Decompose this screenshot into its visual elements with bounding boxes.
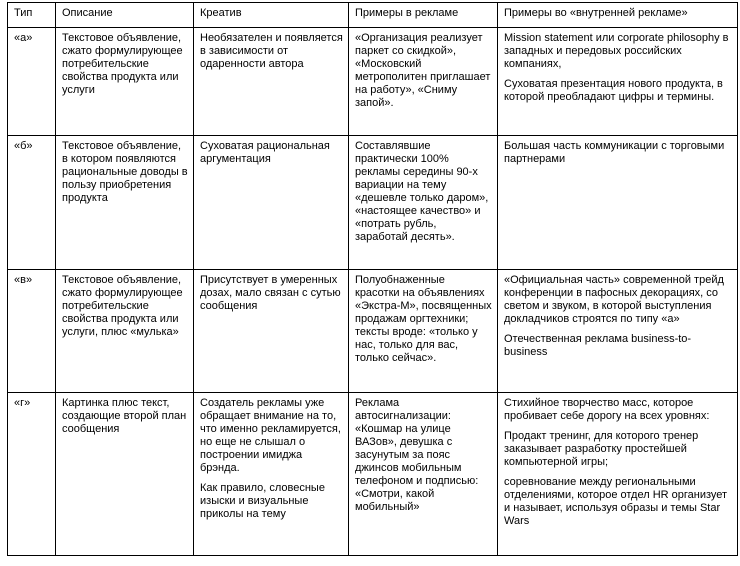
cell-paragraph: Как правило, словесные изыски и визуальные приколы на тему <box>200 482 325 520</box>
cell-paragraph: Суховатая рациональная аргументация <box>200 140 330 165</box>
cell-ad-examples <box>349 28 498 136</box>
cell-ad-examples <box>349 136 498 270</box>
cell-description <box>56 393 194 556</box>
table-header-row <box>8 3 738 28</box>
cell-creative <box>194 270 349 393</box>
cell-paragraph: Суховатая презентация нового продукта, в которой преобладают цифры и термины. <box>504 78 723 103</box>
cell-paragraph: Текстовое объявление, сжато формулирующее потребительские свойства продукта или услуги <box>62 32 183 96</box>
column-header-creative: Креатив <box>194 3 349 28</box>
column-header-type: Тип <box>8 3 56 28</box>
cell-paragraph: «а» <box>14 32 33 44</box>
cell-description <box>56 136 194 270</box>
cell-paragraph: Составлявшие практически 100% рекламы середины 90-х вариации на тему «дешевле только даром», «настоящее качество» и «потрать рубль, заработай десять». <box>355 140 489 243</box>
cell-paragraph: «в» <box>14 274 33 286</box>
cell-paragraph: «Официальная часть» современной трейд конференции в пафосных декорациях, со светом и звуком, в которой выступления докладчиков строятся по типу «а» <box>504 274 724 325</box>
cell-internal-examples <box>498 28 738 136</box>
table-row-g <box>8 393 738 556</box>
cell-type <box>8 270 56 393</box>
cell-paragraph: Реклама автосигнализации: «Кошмар на улице ВАЗов», девушка с засунутым за пояс джинсов мобильным телефоном и подписью: «Смотри, какой мобильный» <box>355 397 479 513</box>
table-row-a <box>8 28 738 136</box>
cell-internal-examples <box>498 393 738 556</box>
cell-paragraph: «б» <box>14 140 33 152</box>
table-row-v <box>8 270 738 393</box>
cell-paragraph: Mission statement или corporate philosophy в западных и передовых российских компаниях, <box>504 32 729 70</box>
column-header-ad-examples: Примеры в рекламе <box>349 3 498 28</box>
cell-creative <box>194 393 349 556</box>
cell-internal-examples <box>498 136 738 270</box>
cell-type <box>8 28 56 136</box>
cell-paragraph: соревнование между региональными отделениями, которое отдел HR организует и называет, используя образы и темы Star Wars <box>504 476 728 527</box>
column-header-description: Описание <box>56 3 194 28</box>
cell-paragraph: Стихийное творчество масс, которое пробивает себе дорогу на всех уровнях: <box>504 397 710 422</box>
cell-paragraph: «г» <box>14 397 31 409</box>
cell-paragraph: Текстовое объявление, сжато формулирующее потребительские свойства продукта или услуги, плюс «мулька» <box>62 274 183 338</box>
cell-creative <box>194 136 349 270</box>
cell-ad-examples <box>349 393 498 556</box>
cell-paragraph: Текстовое объявление, в котором появляются рациональные доводы в пользу приобретения продукта <box>62 140 188 204</box>
cell-paragraph: Необязателен и появляется в зависимости от одаренности автора <box>200 32 343 70</box>
column-header-internal-examples: Примеры во «внутренней рекламе» <box>498 3 738 28</box>
table-row-b <box>8 136 738 270</box>
cell-internal-examples <box>498 270 738 393</box>
cell-type <box>8 393 56 556</box>
cell-paragraph: Отечественная реклама business-to-business <box>504 333 692 358</box>
cell-ad-examples <box>349 270 498 393</box>
cell-paragraph: Продакт тренинг, для которого тренер заказывает разработку простейшей компьютерной игры; <box>504 430 699 468</box>
cell-description <box>56 28 194 136</box>
cell-paragraph: Полуобнаженные красотки на объявлениях «Экстра-М», посвященных продажам оргтехники; тексты вроде: «только у нас, только для вас, только сейчас». <box>355 274 492 364</box>
cell-paragraph: Присутствует в умеренных дозах, мало связан с сутью сообщения <box>200 274 341 312</box>
cell-paragraph: «Организация реализует паркет со скидкой», «Московский метрополитен приглашает на работу», «Сниму запой». <box>355 32 491 109</box>
cell-paragraph: Создатель рекламы уже обращает внимание на то, что именно рекламируется, но еще не слышал о построении имиджа брэнда. <box>200 397 341 474</box>
cell-description <box>56 270 194 393</box>
cell-type <box>8 136 56 270</box>
ad-types-table <box>7 2 738 556</box>
cell-paragraph: Большая часть коммуникации с торговыми партнерами <box>504 140 725 165</box>
cell-creative <box>194 28 349 136</box>
cell-paragraph: Картинка плюс текст, создающие второй план сообщения <box>62 397 187 435</box>
